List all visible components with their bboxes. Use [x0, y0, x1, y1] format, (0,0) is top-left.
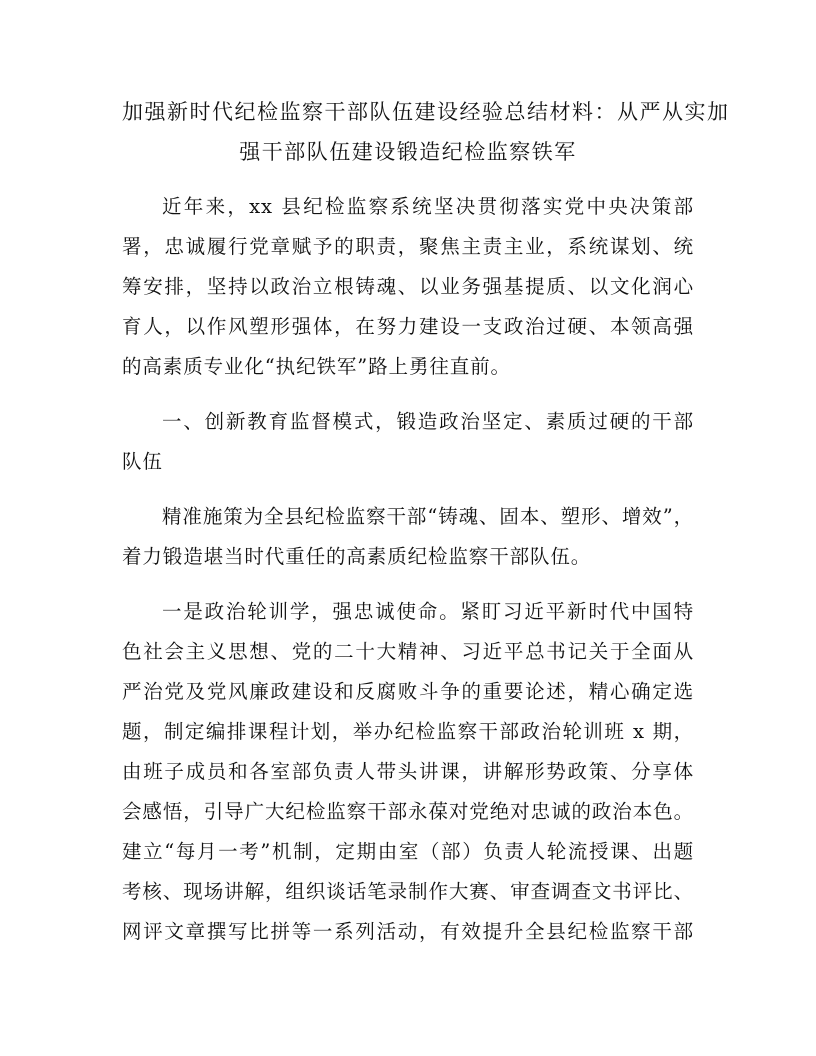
text-line: 一、创新教育监督模式，锻造政治坚定、素质过硬的干部	[162, 410, 694, 433]
text-line: 考核、现场讲解，组织谈话笔录制作大赛、审查调查文书评比、	[122, 880, 694, 903]
text-line: 一是政治轮训学，强忠诚使命。紧盯习近平新时代中国特	[162, 600, 694, 623]
text-line: 精准施策为全县纪检监察干部“铸魂、固本、塑形、增效”，	[162, 505, 694, 528]
text-line: 题，制定编排课程计划，举办纪检监察干部政治轮训班 x 期，	[122, 720, 694, 743]
text-line: 近年来，xx 县纪检监察系统坚决贯彻落实党中央决策部	[162, 195, 694, 218]
title-line-2: 强干部队伍建设锻造纪检监察铁军	[239, 140, 577, 164]
paragraph-section-1-summary	[122, 497, 694, 577]
text-line: 会感悟，引导广大纪检监察干部永葆对党绝对忠诚的政治本色。	[122, 800, 694, 823]
section-heading-1	[122, 402, 694, 482]
text-line: 着力锻造堪当时代重任的高素质纪检监察干部队伍。	[122, 545, 592, 568]
document-page	[122, 92, 730, 952]
paragraph-political-training	[122, 592, 694, 952]
text-line: 筹安排，坚持以政治立根铸魂、以业务强基提质、以文化润心	[122, 275, 694, 298]
text-line: 色社会主义思想、党的二十大精神、习近平总书记关于全面从	[122, 640, 694, 663]
paragraph-intro	[122, 187, 694, 387]
text-line: 的高素质专业化“执纪铁军”路上勇往直前。	[122, 355, 511, 378]
title-line-1: 加强新时代纪检监察干部队伍建设经验总结材料：从严从实加	[122, 100, 730, 124]
text-line: 队伍	[122, 450, 163, 473]
text-line: 育人，以作风塑形强体，在努力建设一支政治过硬、本领高强	[122, 315, 694, 338]
text-line: 网评文章撰写比拼等一系列活动，有效提升全县纪检监察干部	[122, 920, 694, 943]
document-title	[122, 92, 730, 172]
text-line: 署，忠诚履行党章赋予的职责，聚焦主责主业，系统谋划、统	[122, 235, 694, 258]
text-line: 由班子成员和各室部负责人带头讲课，讲解形势政策、分享体	[122, 760, 694, 783]
text-line: 严治党及党风廉政建设和反腐败斗争的重要论述，精心确定选	[122, 680, 694, 703]
text-line: 建立“每月一考”机制，定期由室（部）负责人轮流授课、出题	[122, 840, 694, 863]
